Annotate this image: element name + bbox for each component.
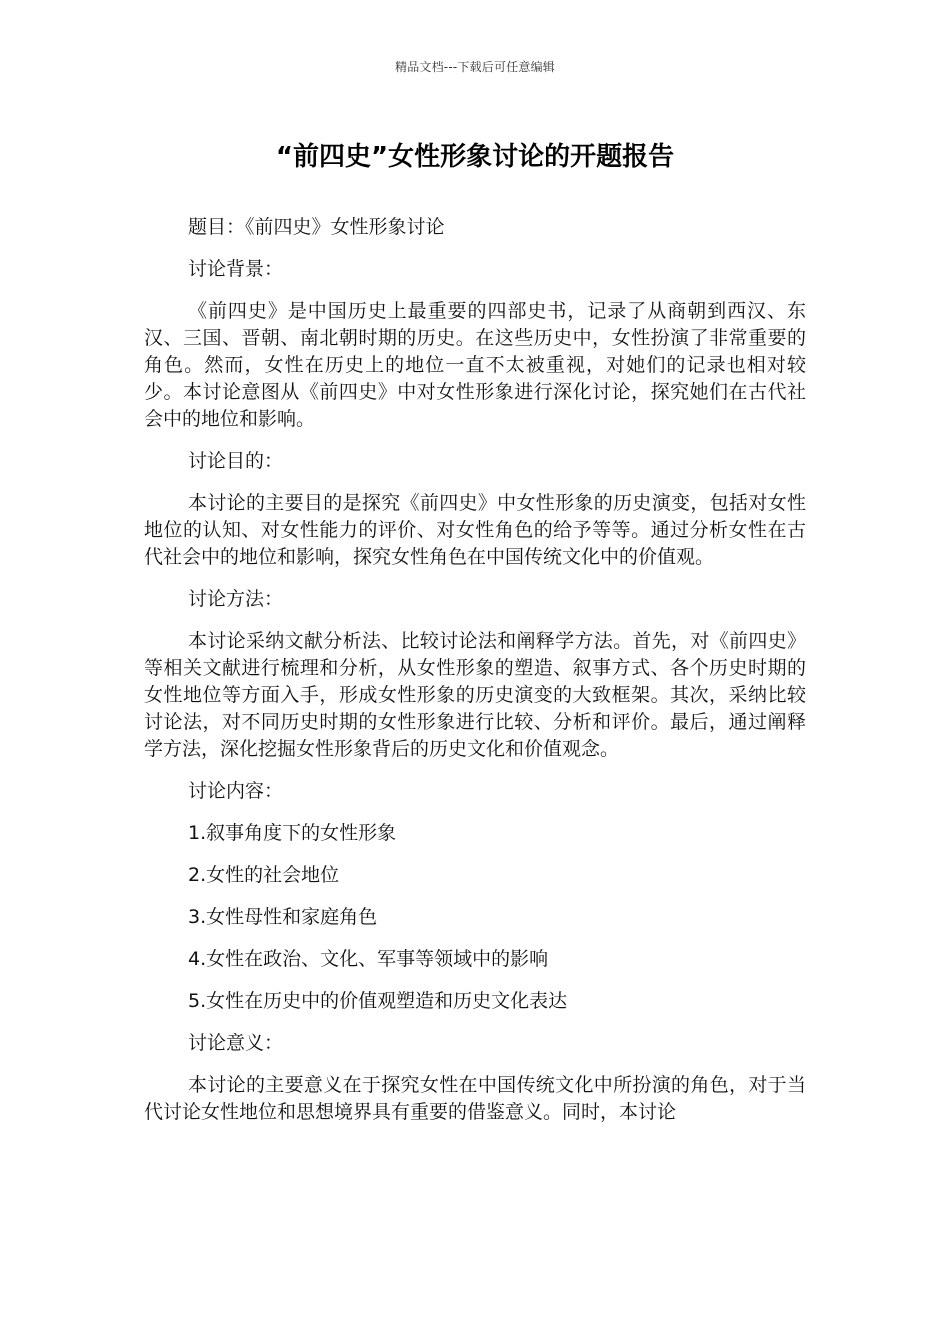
content-list-item: 4.女性在政治、文化、军事等领域中的影响 xyxy=(188,948,549,970)
section-heading-purpose: 讨论目的： xyxy=(188,450,284,472)
significance-paragraph: 本讨论的主要意义在于探究女性在中国传统文化中所扮演的角色，对于当代讨论女性地位和思想境界具有重要的借鉴意义。同时，本讨论 xyxy=(144,1074,806,1123)
document-title: “前四史”女性形象讨论的开题报告 xyxy=(275,142,675,172)
document-body xyxy=(144,214,806,1141)
section-heading-significance: 讨论意义： xyxy=(188,1032,284,1054)
page-header: 精品文档---下载后可任意编辑 xyxy=(395,60,555,74)
topic-line: 题目：《前四史》女性形象讨论 xyxy=(188,216,445,238)
section-heading-method: 讨论方法： xyxy=(188,588,284,610)
background-paragraph: 《前四史》是中国历史上最重要的四部史书，记录了从商朝到西汉、东汉、三国、晋朝、南北朝时期的历史。在这些历史中，女性扮演了非常重要的角色。然而，女性在历史上的地位一直不太被重视，对她们的记录也相对较少。本讨论意图从《前四史》中对女性形象进行深化讨论，探究她们在古代社会中的地位和影响。 xyxy=(144,300,806,430)
section-heading-background: 讨论背景： xyxy=(188,258,284,280)
content-list-item: 3.女性母性和家庭角色 xyxy=(188,906,378,928)
purpose-paragraph: 本讨论的主要目的是探究《前四史》中女性形象的历史演变，包括对女性地位的认知、对女性能力的评价、对女性角色的给予等等。通过分析女性在古代社会中的地位和影响，探究女性角色在中国传统文化中的价值观。 xyxy=(144,492,806,568)
content-list-item: 1.叙事角度下的女性形象 xyxy=(188,822,397,844)
method-paragraph: 本讨论采纳文献分析法、比较讨论法和阐释学方法。首先，对《前四史》等相关文献进行梳理和分析，从女性形象的塑造、叙事方式、各个历史时期的女性地位等方面入手，形成女性形象的历史演变的大致框架。其次，采纳比较讨论法，对不同历史时期的女性形象进行比较、分析和评价。最后，通过阐释学方法，深化挖掘女性形象背后的历史文化和价值观念。 xyxy=(144,630,806,760)
content-list-item: 2.女性的社会地位 xyxy=(188,864,340,886)
section-heading-content: 讨论内容： xyxy=(188,780,284,802)
content-list-item: 5.女性在历史中的价值观塑造和历史文化表达 xyxy=(188,990,568,1012)
